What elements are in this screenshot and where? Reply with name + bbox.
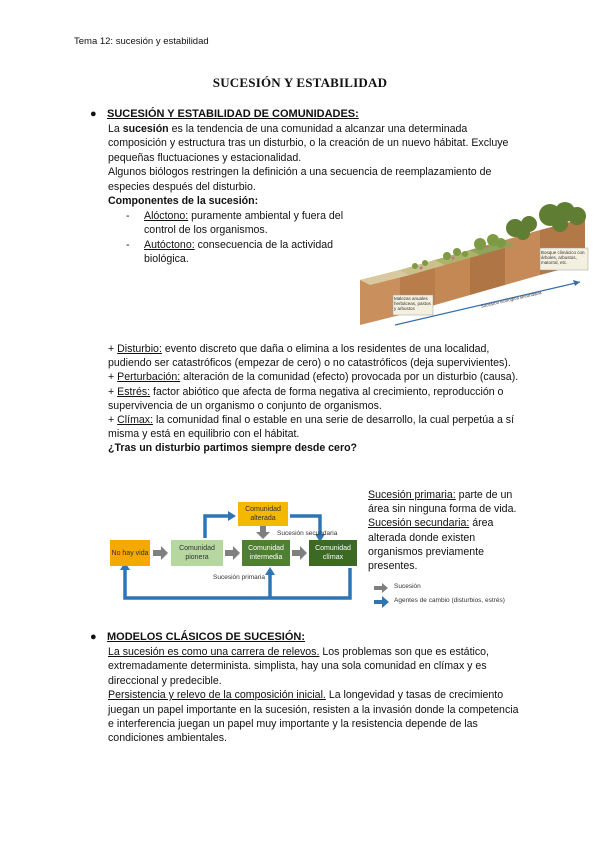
box-no-life: No hay vida: [110, 540, 150, 566]
label-succession-arrow: Sucesión ecológica secundaria: [480, 289, 542, 309]
definition-item: + Perturbación: alteración de la comunidad (efecto) provocada por un disturbio (causa).: [108, 371, 519, 384]
note-primary: Sucesión primaria: parte de un área sin ninguna forma de vida.: [368, 489, 517, 516]
bullet-icon: ●: [90, 631, 97, 643]
legend-succession: Sucesión: [394, 583, 421, 590]
question-text: ¿Tras un disturbio partimos siempre desde cero?: [108, 442, 358, 455]
label-climax-forest: Bosque climácico con árboles, arbustos, matorral, etc.: [541, 250, 585, 265]
definitions-list: [108, 342, 523, 456]
box-altered: Comunidad alterada: [238, 502, 288, 526]
box-pioneer: Comunidad pionera: [171, 540, 223, 566]
legend-arrows-icon: [372, 581, 392, 609]
succession-illustration-svg: [355, 200, 595, 330]
note-secondary: Sucesión secundaria: área alterada donde existen organismos previamente presentes.: [368, 517, 494, 573]
label-secondary-succession: Sucesión secundaria: [277, 530, 338, 537]
paragraph-persistence: Persistencia y relevo de la composición inicial. La longevidad y tasas de crecimiento juegan un papel importante en la sucesión, resisten a la invasión donde la competencia e interferencia juegan un papel muy importante y la resistencia depende de las condiciones ambientales.: [108, 689, 519, 745]
box-climax: Comunidad clímax: [309, 540, 357, 566]
list-item: - Autóctono: consecuencia de la actividad biológica.: [126, 238, 334, 266]
section-heading-modelos: ● MODELOS CLÁSICOS DE SUCESIÓN:: [90, 631, 306, 643]
definition-item: + Clímax: la comunidad final o estable en una serie de desarrollo, la cual perpetúa a sí misma y está en equilibrio con el hábitat.: [108, 414, 515, 441]
section1-body: [108, 122, 528, 208]
components-title: Componentes de la sucesión:: [108, 195, 259, 208]
succession-illustration: [355, 200, 595, 330]
list-item: - Alóctono: puramente ambiental y fuera del control de los organismos.: [126, 210, 344, 237]
components-list: [126, 209, 346, 267]
paragraph-relay: La sucesión es como una carrera de relevos. Los problemas son que es estático, extremadamente determinista. simplista, hay una sola comunidad en clímax y es direccional y predecible.: [108, 646, 490, 687]
paragraph-definition: La sucesión es la tendencia de una comunidad a alcanzar una determinada composición y estructura tras un disturbio, o la creación de un nuevo hábitat. Excluye pequeñas fluctuaciones y estacionalidad.: [108, 123, 509, 164]
arrow-to-altered-left: [205, 516, 230, 538]
section-heading-sucesion: ● SUCESIÓN Y ESTABILIDAD DE COMUNIDADES:: [90, 108, 359, 120]
side-notes: [368, 488, 528, 573]
legend-agents: Agentes de cambio (disturbios, estrés): [394, 597, 505, 604]
bullet-icon: ●: [90, 108, 97, 120]
page-header: Tema 12: sucesión y estabilidad: [74, 36, 209, 47]
label-annuals: Malezas anuales herbáceas, pastos y arbustos: [394, 296, 431, 311]
definition-item: + Disturbio: evento discreto que daña o elimina a los residentes de una localidad, pudiendo ser catastróficos (empezar de cero) o no catastróficos (deja supervivientes).: [108, 343, 511, 370]
paragraph-restriction: Algunos biólogos restringen la definición a una secuencia de reemplazamiento de especies después del disturbio.: [108, 166, 492, 193]
diagram-legend: [372, 581, 532, 611]
box-intermediate: Comunidad intermedia: [242, 540, 290, 566]
succession-diagram: [105, 498, 360, 608]
definition-item: + Estrés: factor abiótico que afecta de forma negativa al crecimiento, reproducción o supervivencia de un organismo o conjunto de organismos.: [108, 385, 504, 412]
page-title: SUCESIÓN Y ESTABILIDAD: [212, 75, 388, 90]
arrow-primary-loop: [125, 568, 350, 598]
label-primary-succession: Sucesión primaria: [213, 574, 266, 581]
section2-body: [108, 645, 526, 746]
